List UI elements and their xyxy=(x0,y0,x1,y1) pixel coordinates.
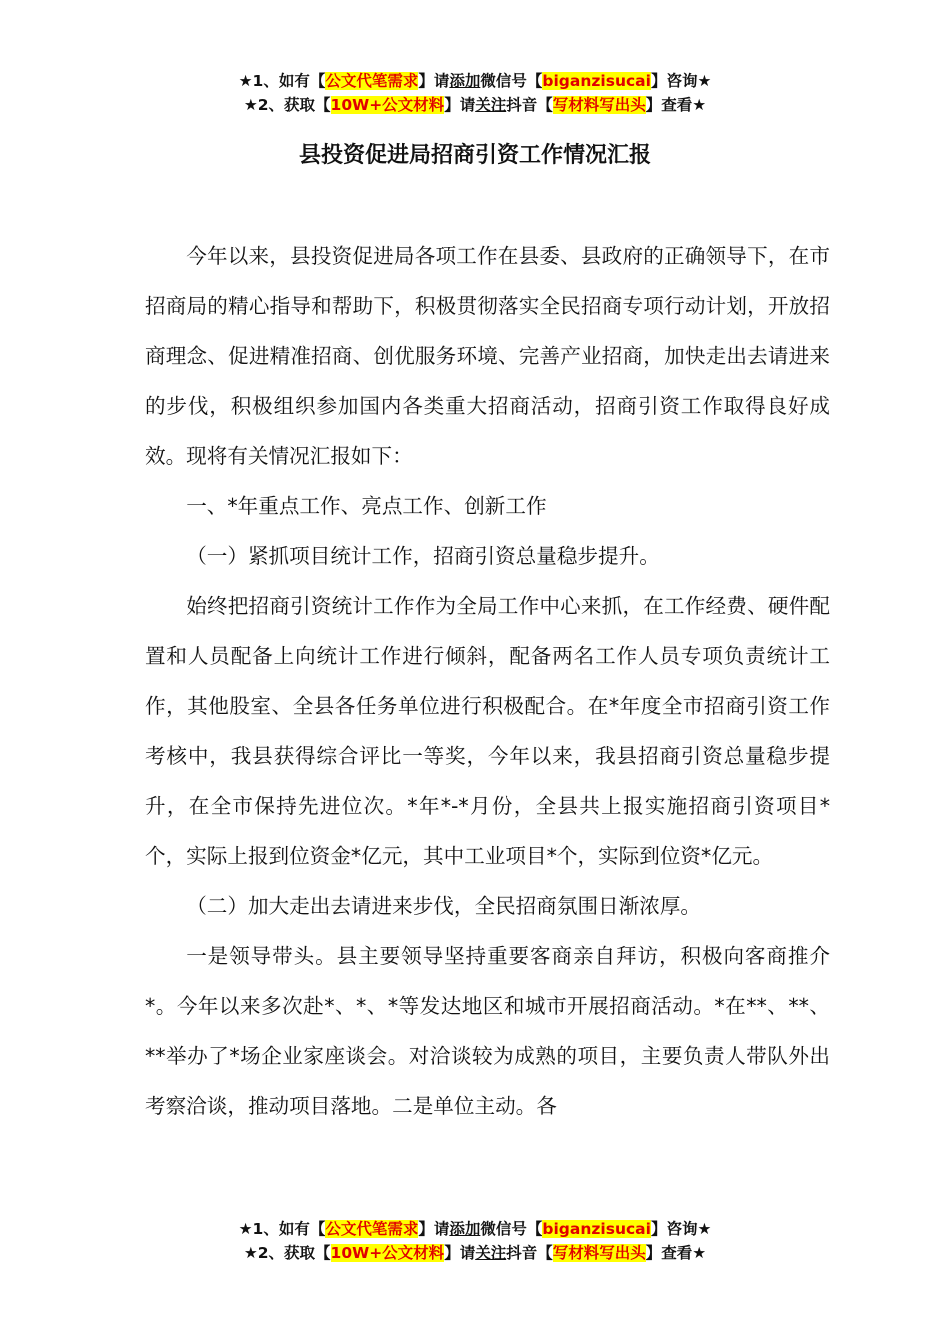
banner-text: 】咨询★ xyxy=(650,1220,712,1238)
banner-line-1 xyxy=(0,69,950,93)
paragraph-intro: 今年以来，县投资促进局各项工作在县委、县政府的正确领导下，在市招商局的精心指导和帮助下，积极贯彻落实全民招商专项行动计划，开放招商理念、促进精准招商、创优服务环境、完善产业招商，加快走出去请进来的步伐，积极组织参加国内各类重大招商活动，招商引资工作取得良好成效。现将有关情况汇报如下： xyxy=(145,244,830,468)
banner-top xyxy=(0,69,950,117)
banner-text: 】请 xyxy=(418,72,450,90)
highlight-materials: 10W+公文材料 xyxy=(330,1244,445,1262)
banner-emphasis: 关注 xyxy=(475,1244,507,1262)
banner-text: 】请 xyxy=(444,96,476,114)
banner-text: 抖音【 xyxy=(506,1244,553,1262)
banner-text: 微信号【 xyxy=(480,1220,543,1238)
banner-text: 微信号【 xyxy=(480,72,543,90)
banner-text: 】请 xyxy=(444,1244,476,1262)
paragraph-statistics: 始终把招商引资统计工作作为全局工作中心来抓，在工作经费、硬件配置和人员配备上向统计工作进行倾斜，配备两名工作人员专项负责统计工作，其他股室、全县各任务单位进行积极配合。在*年度全市招商引资工作考核中，我县获得综合评比一等奖，今年以来，我县招商引资总量稳步提升，在全市保持先进位次。*年*-*月份，全县共上报实施招商引资项目*个，实际上报到位资金*亿元，其中工业项目*个，实际到位资*亿元。 xyxy=(145,594,830,868)
heading-section-1: 一、*年重点工作、亮点工作、创新工作 xyxy=(186,494,547,518)
banner-text: 】请 xyxy=(418,1220,450,1238)
banner-text: ★2、获取【 xyxy=(243,96,331,114)
banner-emphasis: 添加 xyxy=(449,1220,481,1238)
highlight-ghostwriting: 公文代笔需求 xyxy=(325,1220,419,1238)
banner-line-2 xyxy=(0,1241,950,1265)
banner-line-1 xyxy=(0,1217,950,1241)
document-title: 县投资促进局招商引资工作情况汇报 xyxy=(298,143,651,168)
document-body xyxy=(145,231,830,1131)
banner-emphasis: 添加 xyxy=(449,72,481,90)
subheading-1: （一）紧抓项目统计工作，招商引资总量稳步提升。 xyxy=(186,544,660,568)
highlight-ghostwriting: 公文代笔需求 xyxy=(325,72,419,90)
paragraph-leadership: 一是领导带头。县主要领导坚持重要客商亲自拜访，积极向客商推介*。今年以来多次赴*、*、*等发达地区和城市开展招商活动。*在**、**、**举办了*场企业家座谈会。对洽谈较为成熟的项目，主要负责人带队外出考察洽谈，推动项目落地。二是单位主动。各 xyxy=(145,944,830,1118)
highlight-materials: 10W+公文材料 xyxy=(330,96,445,114)
banner-bottom xyxy=(0,1217,950,1265)
highlight-douyin: 写材料写出头 xyxy=(552,96,646,114)
banner-text: 】查看★ xyxy=(645,1244,707,1262)
highlight-wechat-id: biganzisucai xyxy=(542,1220,651,1238)
banner-text: ★1、如有【 xyxy=(238,1220,326,1238)
banner-text: ★2、获取【 xyxy=(243,1244,331,1262)
banner-emphasis: 关注 xyxy=(475,96,507,114)
highlight-wechat-id: biganzisucai xyxy=(542,72,651,90)
banner-text: ★1、如有【 xyxy=(238,72,326,90)
banner-text: 】查看★ xyxy=(645,96,707,114)
banner-text: 抖音【 xyxy=(506,96,553,114)
banner-text: 】咨询★ xyxy=(650,72,712,90)
highlight-douyin: 写材料写出头 xyxy=(552,1244,646,1262)
banner-line-2 xyxy=(0,93,950,117)
subheading-2: （二）加大走出去请进来步伐，全民招商氛围日渐浓厚。 xyxy=(186,894,702,918)
